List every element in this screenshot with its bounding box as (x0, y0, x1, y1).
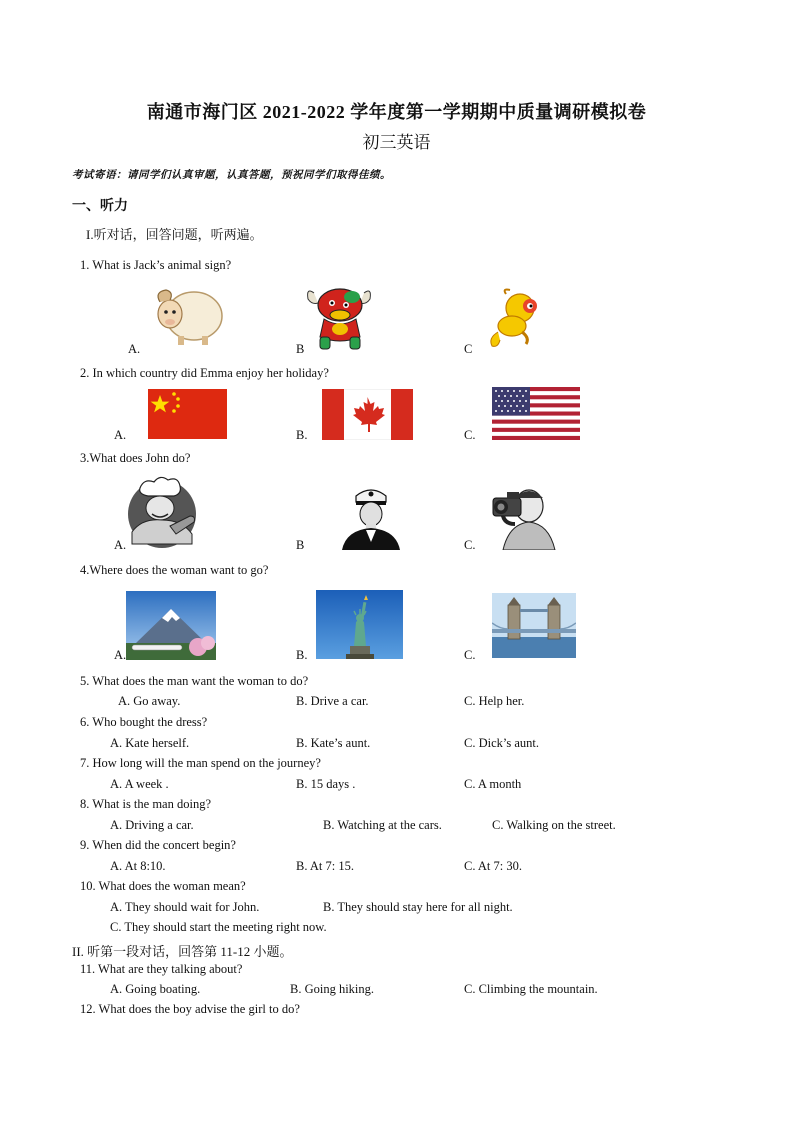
question-7: 7. How long will the man spend on the journey? (80, 756, 321, 770)
question-8: 8. What is the man doing? (80, 797, 211, 811)
question-12: 12. What does the boy advise the girl to do? (80, 1002, 300, 1016)
usa-flag-icon (492, 387, 580, 440)
q1-option-c-label: C (464, 342, 473, 356)
sheep-icon (150, 280, 226, 348)
q9-option-a: A. At 8:10. (110, 859, 166, 873)
q5-option-c: C. Help her. (464, 694, 525, 708)
part-instruction-2: II. 听第一段对话，回答第 11-12 小题。 (72, 944, 293, 959)
section-heading-listening: 一、听力 (72, 199, 128, 214)
q2-option-b-label: B. (296, 428, 308, 442)
q6-option-c: C. Dick’s aunt. (464, 736, 539, 750)
q10-option-c: C. They should start the meeting right now. (110, 920, 327, 934)
q8-option-a: A. Driving a car. (110, 818, 194, 832)
q2-option-a-label: A. (114, 428, 127, 442)
statue-of-liberty-icon (316, 590, 403, 659)
page-subtitle: 初三英语 (362, 133, 431, 152)
part-instruction-1: I.听对话，回答问题，听两遍。 (86, 227, 263, 242)
question-4: 4.Where does the woman want to go? (80, 563, 269, 577)
question-11: 11. What are they talking about? (80, 962, 243, 976)
q9-option-c: C. At 7: 30. (464, 859, 522, 873)
q6-option-a: A. Kate herself. (110, 736, 190, 750)
q7-option-b: B. 15 days . (296, 777, 356, 791)
q10-option-b: B. They should stay here for all night. (323, 900, 513, 914)
q10-option-a: A. They should wait for John. (110, 900, 260, 914)
question-3: 3.What does John do? (80, 451, 191, 465)
q5-option-b: B. Drive a car. (296, 694, 369, 708)
question-6: 6. Who bought the dress? (80, 715, 208, 729)
q1-option-b-label: B (296, 342, 305, 356)
ox-icon (302, 283, 378, 353)
q7-option-c: C. A month (464, 777, 522, 791)
q1-option-a-label: A. (128, 342, 141, 356)
officer-icon (340, 484, 402, 550)
china-flag-icon (148, 389, 227, 439)
q4-option-b-label: B. (296, 648, 308, 662)
q5-option-a: A. Go away. (118, 694, 181, 708)
exam-slogan: 考试寄语：请同学们认真审题，认真答题，预祝同学们取得佳绩。 (72, 170, 391, 181)
q9-option-b: B. At 7: 15. (296, 859, 354, 873)
q4-option-a-label: A. (114, 648, 127, 662)
question-1: 1. What is Jack’s animal sign? (80, 258, 232, 272)
cameraman-icon (489, 484, 557, 550)
q3-option-b-label: B (296, 538, 305, 552)
q11-option-b: B. Going hiking. (290, 982, 375, 996)
q8-option-c: C. Walking on the street. (492, 818, 616, 832)
q6-option-b: B. Kate’s aunt. (296, 736, 371, 750)
q11-option-a: A. Going boating. (110, 982, 201, 996)
q4-option-c-label: C. (464, 648, 476, 662)
q3-option-a-label: A. (114, 538, 127, 552)
q2-option-c-label: C. (464, 428, 476, 442)
mount-fuji-icon (126, 591, 216, 660)
question-9: 9. When did the concert begin? (80, 838, 236, 852)
canada-flag-icon (322, 389, 413, 440)
q3-option-c-label: C. (464, 538, 476, 552)
monkey-icon (486, 288, 548, 350)
question-10: 10. What does the woman mean? (80, 879, 246, 893)
question-5: 5. What does the man want the woman to do? (80, 674, 309, 688)
page-title: 南通市海门区 2021-2022 学年度第一学期期中质量调研模拟卷 (146, 102, 647, 122)
q11-option-c: C. Climbing the mountain. (464, 982, 598, 996)
cook-icon (124, 474, 200, 550)
question-2: 2. In which country did Emma enjoy her holiday? (80, 366, 329, 380)
tower-bridge-icon (492, 593, 576, 658)
q7-option-a: A. A week . (110, 777, 169, 791)
q8-option-b: B. Watching at the cars. (323, 818, 442, 832)
